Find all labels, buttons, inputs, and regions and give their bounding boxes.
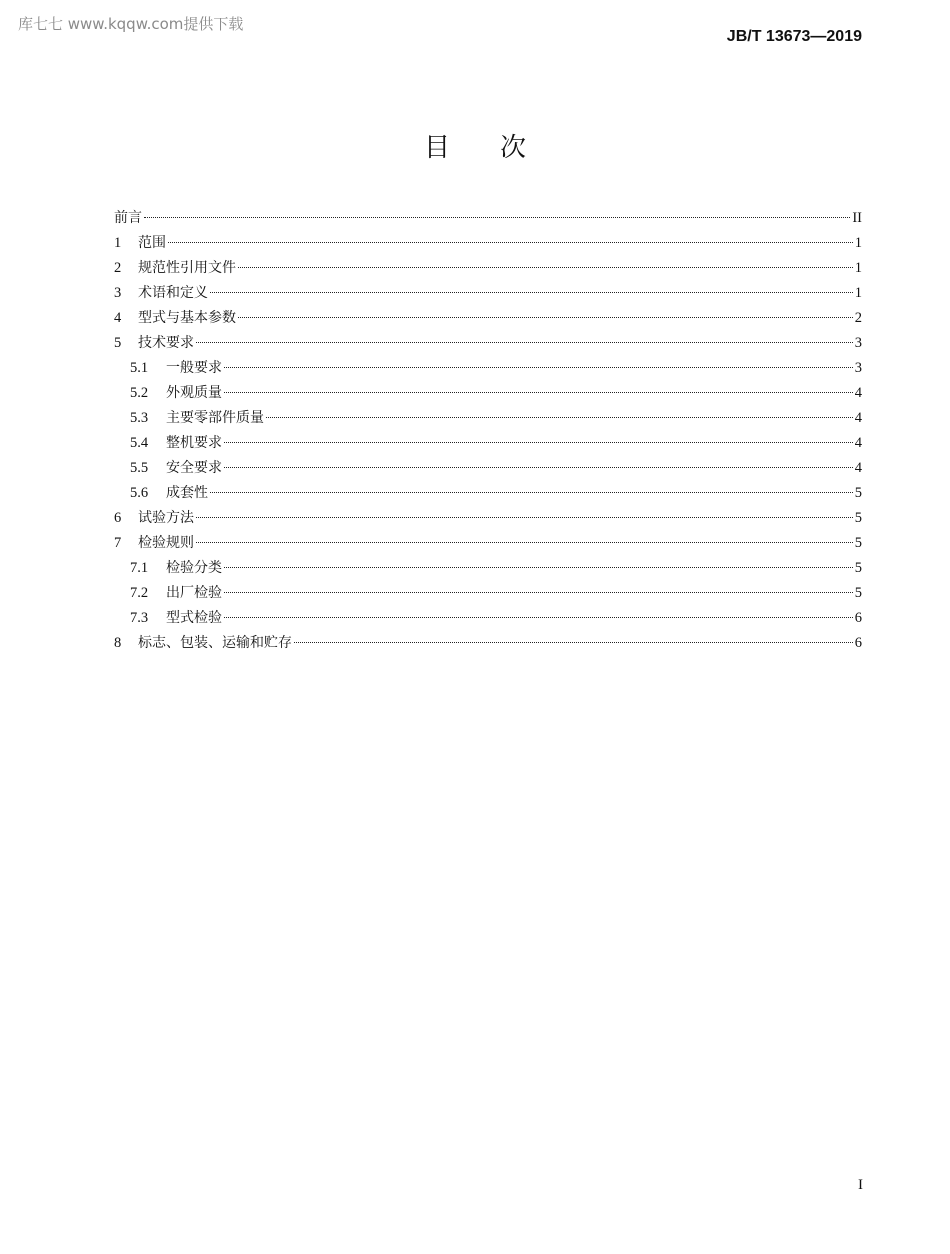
toc-entry-page: 1 [854, 285, 862, 301]
toc-entry-label: 规范性引用文件 [138, 260, 236, 276]
toc-entry-number: 5.3 [130, 410, 149, 426]
toc-entry-label: 外观质量 [166, 385, 222, 401]
toc-entry[interactable] [114, 306, 862, 331]
dot-leader [224, 567, 853, 568]
toc-entry-label: 范围 [138, 235, 166, 251]
toc-entry-page: 4 [854, 410, 862, 426]
dot-leader [224, 367, 853, 368]
toc-entry[interactable] [114, 256, 862, 281]
dot-leader [224, 617, 853, 618]
toc-entry[interactable] [114, 331, 862, 356]
dot-leader [238, 317, 853, 318]
toc-entry[interactable] [114, 231, 862, 256]
toc-entry-number: 5.2 [130, 385, 149, 401]
toc-entry-number: 7.2 [130, 585, 149, 601]
toc-entry-number: 8 [114, 635, 122, 651]
toc-entry-page: 1 [854, 235, 862, 251]
toc-entry-number: 4 [114, 310, 122, 326]
toc-entry-number: 7 [114, 535, 122, 551]
toc-entry[interactable] [114, 506, 862, 531]
toc-entry-number: 5 [114, 335, 122, 351]
toc-entry[interactable] [114, 581, 862, 606]
toc-entry-label: 安全要求 [166, 460, 222, 476]
dot-leader [196, 342, 853, 343]
toc-entry[interactable] [114, 481, 862, 506]
toc-entry-label: 出厂检验 [166, 585, 222, 601]
toc-entry-label: 技术要求 [138, 335, 194, 351]
toc-entry[interactable] [114, 431, 862, 456]
toc-entry-number: 2 [114, 260, 122, 276]
toc-entry-number: 7.3 [130, 610, 149, 626]
toc-entry-number: 3 [114, 285, 122, 301]
toc-entry[interactable] [114, 281, 862, 306]
toc-entry-label: 成套性 [166, 485, 208, 501]
dot-leader [196, 542, 853, 543]
standard-code: JB/T 13673—2019 [726, 28, 862, 45]
toc-entry-label: 标志、包装、运输和贮存 [138, 635, 292, 651]
toc-entry-page: 5 [854, 560, 862, 576]
toc-entry-page: 3 [854, 360, 862, 376]
toc-entry-label: 型式与基本参数 [138, 310, 236, 326]
dot-leader [294, 642, 853, 643]
toc-entry-page: 5 [854, 585, 862, 601]
toc-entry[interactable] [114, 406, 862, 431]
watermark-text: 库七七 www.kqqw.com提供下载 [18, 15, 244, 33]
toc-entry-number: 5.5 [130, 460, 149, 476]
toc-title: 目次 [423, 133, 576, 163]
dot-leader [238, 267, 853, 268]
dot-leader [196, 517, 853, 518]
toc-entry[interactable] [114, 356, 862, 381]
toc-entry-label: 型式检验 [166, 610, 222, 626]
toc-entry-page: 6 [854, 635, 862, 651]
dot-leader [144, 217, 850, 218]
toc-entry-page: 2 [854, 310, 862, 326]
toc-entry-number: 5.4 [130, 435, 149, 451]
toc-entry-label: 整机要求 [166, 435, 222, 451]
toc-entry[interactable] [114, 381, 862, 406]
toc-entry-number: 1 [114, 235, 122, 251]
toc-entry-page: 1 [854, 260, 862, 276]
toc-entry[interactable] [114, 206, 862, 231]
toc-entry[interactable] [114, 606, 862, 631]
dot-leader [266, 417, 853, 418]
dot-leader [224, 467, 853, 468]
toc-entry-label: 术语和定义 [138, 285, 208, 301]
toc-entry-page: 4 [854, 460, 862, 476]
toc-entry-page: 5 [854, 535, 862, 551]
toc-entry-label: 检验分类 [166, 560, 222, 576]
toc-entry-page: 4 [854, 385, 862, 401]
toc-entry-label: 检验规则 [138, 535, 194, 551]
toc-entry[interactable] [114, 456, 862, 481]
toc-entry-page: 5 [854, 485, 862, 501]
toc-entry[interactable] [114, 556, 862, 581]
toc-entry-page: 4 [854, 435, 862, 451]
toc-entry-number: 5.6 [130, 485, 149, 501]
dot-leader [224, 392, 853, 393]
dot-leader [224, 442, 853, 443]
toc-entry[interactable] [114, 531, 862, 556]
dot-leader [210, 492, 853, 493]
toc-entry-page: 3 [854, 335, 862, 351]
toc-entry-page: 5 [854, 510, 862, 526]
dot-leader [210, 292, 853, 293]
table-of-contents [114, 206, 862, 656]
toc-entry-page: 6 [854, 610, 862, 626]
dot-leader [224, 592, 853, 593]
toc-entry-label: 主要零部件质量 [166, 410, 264, 426]
toc-entry-page: II [852, 210, 862, 226]
toc-entry-label: 试验方法 [138, 510, 194, 526]
toc-entry-label: 一般要求 [166, 360, 222, 376]
toc-entry-label: 前言 [114, 210, 142, 226]
page-number: I [858, 1177, 863, 1193]
toc-entry-number: 6 [114, 510, 122, 526]
toc-entry-number: 5.1 [130, 360, 149, 376]
toc-entry[interactable] [114, 631, 862, 656]
toc-entry-number: 7.1 [130, 560, 149, 576]
dot-leader [168, 242, 853, 243]
